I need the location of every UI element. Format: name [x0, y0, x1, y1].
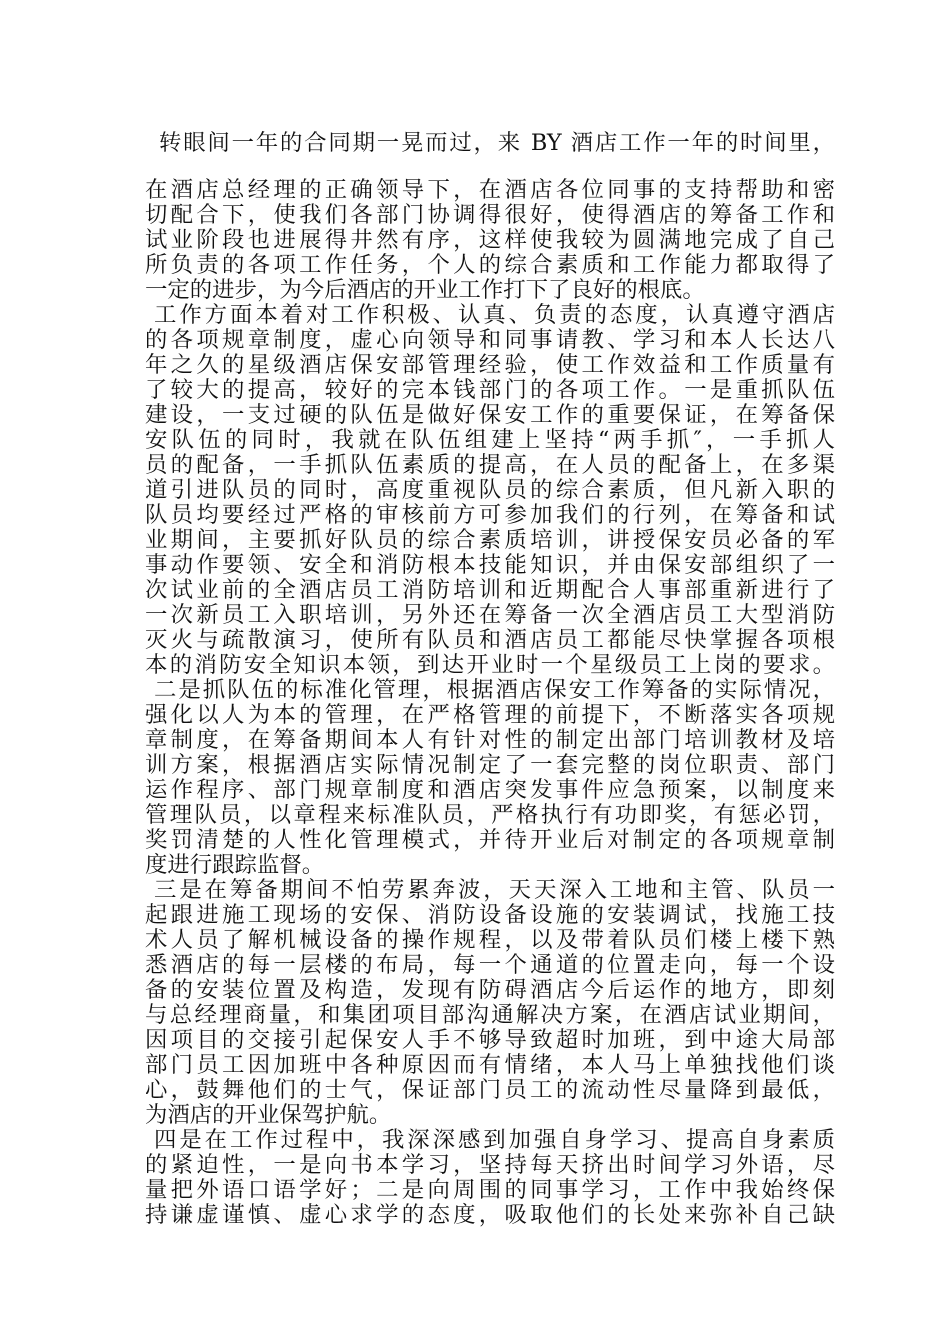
- paragraph-line: 次试业前的全酒店员工消防培训和近期配合人事部重新进行了: [145, 577, 835, 603]
- paragraph-line: 试业阶段也进展得井然有序，这样使我较为圆满地完成了自己: [145, 227, 835, 253]
- paragraph-line: 建设，一支过硬的队伍是做好保安工作的重要保证，在筹备保: [145, 402, 835, 428]
- paragraph-line: 术人员了解机械设备的操作规程，以及带着队员们楼上楼下熟: [145, 927, 835, 953]
- paragraph-line: 队员均要经过严格的审核前方可参加我们的行列，在筹备和试: [145, 502, 835, 528]
- paragraph-line: 一次新员工入职培训，另外还在筹备一次全酒店员工大型消防: [145, 602, 835, 628]
- paragraph-line: 工作方面本着对工作积极、认真、负责的态度，认真遵守酒店: [154, 302, 835, 328]
- document-body: [145, 131, 835, 1228]
- paragraph-line: 与总经理商量，和集团项目部沟通解决方案，在酒店试业期间，: [145, 1002, 835, 1028]
- paragraph-line: 员的配备，一手抓队伍素质的提高，在人员的配备上，在多渠: [145, 452, 835, 478]
- paragraph-line: 因项目的交接引起保安人手不够导致超时加班，到中途大局部: [145, 1027, 835, 1053]
- paragraph-line: 为酒店的开业保驾护航。: [145, 1102, 392, 1128]
- paragraph-line: 奖罚清楚的人性化管理模式，并待开业后对制定的各项规章制: [145, 827, 835, 853]
- paragraph-line: 章制度，在筹备期间本人有针对性的制定出部门培训教材及培: [145, 727, 835, 753]
- paragraph-line: 道引进队员的同时，高度重视队员的综合素质，但凡新入职的: [145, 477, 835, 503]
- paragraph-line: 起跟进施工现场的安保、消防设备设施的安装调试，找施工技: [145, 902, 835, 928]
- paragraph-line: 事动作要领、安全和消防根本技能知识，并由保安部组织了一: [145, 552, 835, 578]
- paragraph-line: 的紧迫性，一是向书本学习，坚持每天挤出时间学习外语，尽: [145, 1152, 835, 1178]
- paragraph-line: 持谦虚谨慎、虚心求学的态度，吸取他们的长处来弥补自己缺: [145, 1202, 835, 1228]
- paragraph-line: 在酒店总经理的正确领导下，在酒店各位同事的支持帮助和密: [145, 177, 835, 203]
- paragraph-line: 度进行跟踪监督。: [145, 852, 325, 878]
- paragraph-line: 安队伍的同时，我就在队伍组建上坚持“两手抓″，一手抓人: [145, 427, 835, 453]
- paragraph-line: 备的安装位置及构造，发现有防碍酒店今后运作的地方，即刻: [145, 977, 835, 1003]
- paragraph-line: 二是抓队伍的标准化管理，根据酒店保安工作筹备的实际情况，: [154, 677, 835, 703]
- paragraph-line: 部门员工因加班中各种原因而有情绪，本人马上单独找他们谈: [145, 1052, 835, 1078]
- paragraph-line: 四是在工作过程中，我深深感到加强自身学习、提高自身素质: [154, 1127, 835, 1153]
- paragraph-line: 转眼间一年的合同期一晃而过，来 BY 酒店工作一年的时间里，: [159, 130, 835, 156]
- paragraph-line: 切配合下，使我们各部门协调得很好，使得酒店的筹备工作和: [145, 202, 835, 228]
- paragraph-line: 强化以人为本的管理，在严格管理的前提下，不断落实各项规: [145, 702, 835, 728]
- paragraph-line: 训方案，根据酒店实际情况制定了一套完整的岗位职责、部门: [145, 752, 835, 778]
- paragraph-line: 灭火与疏散演习，使所有队员和酒店员工都能尽快掌握各项根: [145, 627, 835, 653]
- paragraph-line: 了较大的提高，较好的完本钱部门的各项工作。一是重抓队伍: [145, 377, 835, 403]
- paragraph-line: 年之久的星级酒店保安部管理经验，使工作效益和工作质量有: [145, 352, 835, 378]
- paragraph-line: 心，鼓舞他们的士气，保证部门员工的流动性尽量降到最低，: [145, 1077, 835, 1103]
- paragraph-line: 本的消防安全知识本领，到达开业时一个星级员工上岗的要求。: [145, 652, 835, 678]
- paragraph-line: 三是在筹备期间不怕劳累奔波，天天深入工地和主管、队员一: [154, 877, 835, 903]
- paragraph-line: 业期间，主要抓好队员的综合素质培训，讲授保安员必备的军: [145, 527, 835, 553]
- paragraph-line: 量把外语口语学好；二是向周围的同事学习，工作中我始终保: [145, 1177, 835, 1203]
- paragraph-line: 的各项规章制度，虚心向领导和同事请教、学习和本人长达八: [145, 327, 835, 353]
- paragraph-line: 运作程序、部门规章制度和酒店突发事件应急预案，以制度来: [145, 777, 835, 803]
- paragraph-line: 一定的进步，为今后酒店的开业工作打下了良好的根底。: [145, 277, 705, 303]
- paragraph-line: 悉酒店的每一层楼的布局，每一个通道的位置走向，每一个设: [145, 952, 835, 978]
- paragraph-line: 管理队员，以章程来标准队员，严格执行有功即奖，有惩必罚，: [145, 802, 835, 828]
- paragraph-line: 所负责的各项工作任务，个人的综合素质和工作能力都取得了: [145, 252, 835, 278]
